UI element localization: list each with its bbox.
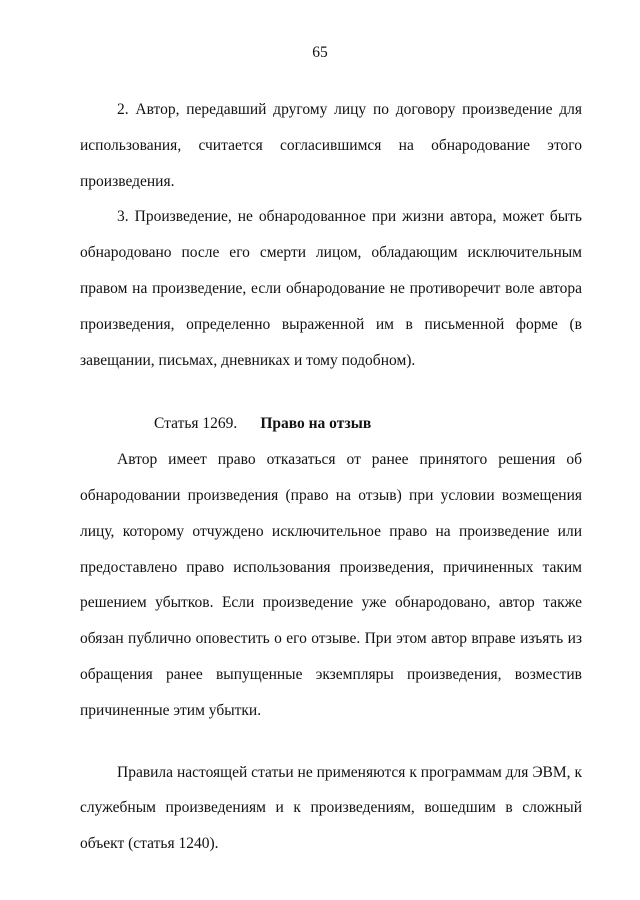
document-body: [80, 92, 582, 862]
paragraph-article-main: Автор имеет право отказаться от ранее принятого решения об обнародовании произведения (право на отзыв) при условии возмещения лицу, которому отчуждено исключительное право на произведение или предоставлено право использования произведения, причиненных таким решением убытков. Если произведение уже обнародовано, автор также обязан публично оповестить о его отзыве. При этом автор вправе изъять из обращения ранее выпущенные экземпляры произведения, возместив причиненные этим убытки.: [80, 451, 582, 719]
paragraph-clause-2: 2. Автор, передавший другому лицу по договору произведение для использования, считается согласившимся на обнародование этого произведения.: [80, 101, 582, 190]
paragraph-article-exceptions: Правила настоящей статьи не применяются к программам для ЭВМ, к служебным произведениям и к произведениям, вошедшим в сложный объект (статья 1240).: [80, 763, 582, 853]
paragraph-clause-3: 3. Произведение, не обнародованное при жизни автора, может быть обнародовано после его смерти лицом, обладающим исключительным правом на произведение, если обнародование не противоречит воле автора произведения, определенно выраженной им в письменной форме (в завещании, письмах, дневниках и тому подобном).: [80, 208, 582, 369]
article-heading: [80, 406, 582, 442]
article-number: Статья 1269.: [154, 415, 238, 433]
article-title: Право на отзыв: [260, 415, 372, 433]
page-number: 65: [312, 44, 328, 61]
